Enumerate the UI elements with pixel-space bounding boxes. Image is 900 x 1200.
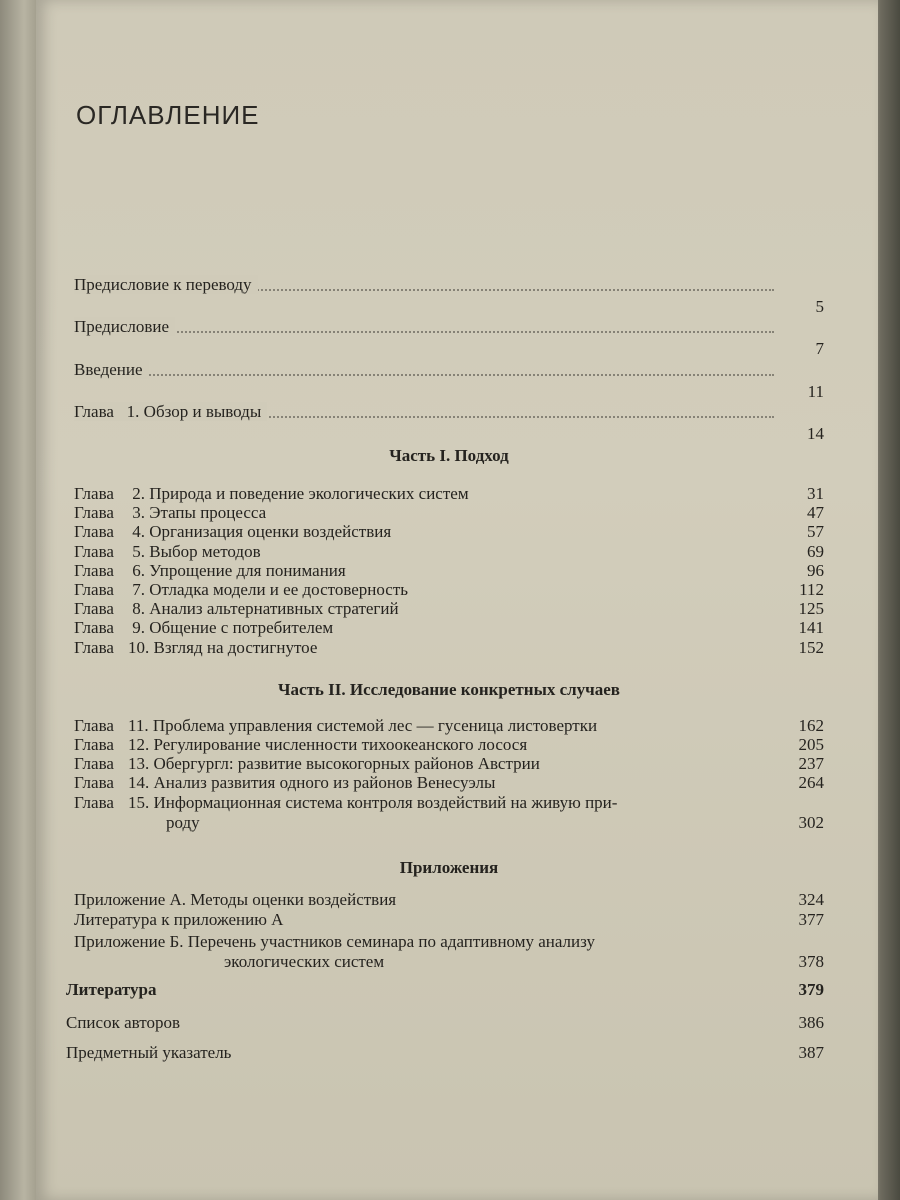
toc-entry-page: 237 bbox=[798, 754, 824, 773]
chapter-label: Глава bbox=[74, 754, 114, 773]
toc-entry-title: 3. Этапы процесса bbox=[128, 503, 267, 523]
toc-entry-title: Список авторов bbox=[66, 1013, 180, 1032]
toc-entry-title: Предисловие к переводу bbox=[74, 275, 258, 294]
toc-entry bbox=[74, 275, 824, 316]
toc-entry bbox=[74, 773, 824, 792]
toc-entry-title: Глава 1. Обзор и выводы bbox=[74, 402, 267, 421]
part-heading: Часть II. Исследование конкретных случаев bbox=[278, 680, 620, 699]
toc-entry-title: 13. Обергургл: развитие высокогорных районов Австрии bbox=[128, 754, 540, 773]
toc-entry bbox=[74, 503, 824, 522]
toc-entry-title: Приложение А. Методы оценки воздействия bbox=[74, 890, 397, 909]
toc-entry-title: 12. Регулирование численности тихоокеанского лосося bbox=[128, 735, 528, 754]
toc-entry bbox=[74, 890, 824, 909]
toc-entry-page: 379 bbox=[798, 980, 824, 999]
toc-entry-title: 4. Организация оценки воздействия bbox=[128, 522, 392, 542]
toc-entry bbox=[74, 402, 824, 443]
toc-entry-title: Предисловие bbox=[74, 317, 175, 336]
toc-entry-title: роду bbox=[166, 813, 200, 832]
toc-entry-title: 14. Анализ развития одного из районов Венесуэлы bbox=[128, 773, 496, 792]
toc-entry-page: 324 bbox=[798, 890, 824, 909]
toc-entry-page: 5 bbox=[815, 297, 824, 316]
chapter-label: Глава bbox=[74, 541, 114, 561]
toc-entry bbox=[74, 561, 824, 580]
toc-entry-page: 302 bbox=[798, 813, 824, 832]
chapter-label: Глава bbox=[74, 503, 114, 523]
chapter-label: Глава bbox=[74, 618, 114, 638]
page-title: ОГЛАВЛЕНИЕ bbox=[76, 100, 260, 130]
toc-entry-title: экологических систем bbox=[224, 952, 385, 971]
toc-entry-title: 5. Выбор методов bbox=[128, 541, 261, 561]
toc-entry bbox=[74, 793, 824, 812]
facing-page-edge bbox=[0, 0, 40, 1200]
chapter-label: Глава bbox=[74, 599, 114, 619]
appendix-heading: Приложения bbox=[399, 858, 499, 877]
toc-entry bbox=[74, 522, 824, 541]
toc-entry-page: 387 bbox=[798, 1043, 824, 1062]
toc-entry-page: 57 bbox=[807, 522, 824, 542]
toc-entry bbox=[74, 360, 824, 401]
part-heading: Часть I. Подход bbox=[389, 446, 509, 465]
toc-entry-page: 205 bbox=[798, 735, 824, 754]
toc-entry bbox=[74, 317, 824, 358]
toc-entry-page: 31 bbox=[807, 484, 824, 503]
toc-entry-page: 69 bbox=[807, 541, 824, 561]
chapter-label: Глава bbox=[74, 637, 114, 657]
toc-entry-page: 96 bbox=[807, 560, 824, 580]
toc-entry bbox=[74, 618, 824, 637]
toc-entry bbox=[74, 754, 824, 773]
toc-entry-page: 14 bbox=[807, 424, 824, 443]
toc-entry bbox=[74, 484, 824, 503]
toc-entry-page: 11 bbox=[807, 382, 824, 401]
toc-entry bbox=[74, 580, 824, 599]
chapter-label: Глава bbox=[74, 716, 114, 735]
toc-entry-page: 162 bbox=[798, 716, 824, 735]
toc-entry-title: Введение bbox=[74, 360, 149, 379]
toc-entry-title: Приложение Б. Перечень участников семинара по адаптивному анализу bbox=[74, 932, 595, 951]
toc-entry bbox=[224, 952, 824, 971]
toc-entry-page: 112 bbox=[799, 580, 824, 599]
toc-entry-page: 377 bbox=[798, 910, 824, 929]
toc-entry bbox=[166, 813, 824, 832]
contents-page bbox=[36, 0, 878, 1200]
chapter-label: Глава bbox=[74, 522, 114, 542]
toc-entry-title: 2. Природа и поведение экологических систем bbox=[128, 484, 469, 503]
toc-entry-title: 7. Отладка модели и ее достоверность bbox=[128, 580, 409, 599]
toc-entry-title: 10. Взгляд на достигнутое bbox=[128, 637, 318, 657]
chapter-label: Глава bbox=[74, 580, 114, 599]
toc-entry-title: 9. Общение с потребителем bbox=[128, 618, 334, 638]
toc-entry bbox=[74, 932, 824, 951]
toc-entry-title: Литература к приложению А bbox=[74, 910, 284, 929]
toc-entry-title: Литература bbox=[66, 980, 157, 999]
toc-entry bbox=[74, 735, 824, 754]
toc-entry-page: 125 bbox=[798, 599, 824, 619]
toc-entry-page: 386 bbox=[798, 1013, 824, 1032]
toc-entry-title: 6. Упрощение для понимания bbox=[128, 560, 346, 580]
toc-entry-page: 141 bbox=[798, 618, 824, 638]
toc-entry bbox=[74, 599, 824, 618]
toc-entry-page: 264 bbox=[798, 773, 824, 792]
toc-entry bbox=[74, 910, 824, 929]
toc-entry bbox=[74, 542, 824, 561]
toc-entry-page: 7 bbox=[815, 339, 824, 358]
toc-entry bbox=[74, 638, 824, 657]
chapter-label: Глава bbox=[74, 735, 114, 754]
toc-entry-page: 152 bbox=[798, 637, 824, 657]
toc-entry bbox=[66, 1013, 824, 1032]
toc-entry bbox=[66, 980, 824, 999]
chapter-label: Глава bbox=[74, 484, 114, 503]
toc-entry-page: 378 bbox=[798, 952, 824, 971]
toc-entry-title: 11. Проблема управления системой лес — гусеница листовертки bbox=[128, 716, 598, 735]
toc-entry-title: Предметный указатель bbox=[66, 1043, 232, 1062]
chapter-label: Глава bbox=[74, 773, 114, 792]
toc-entry-page: 47 bbox=[807, 503, 824, 523]
chapter-label: Глава bbox=[74, 793, 114, 812]
chapter-label: Глава bbox=[74, 560, 114, 580]
toc-entry bbox=[74, 716, 824, 735]
toc-entry-title: 8. Анализ альтернативных стратегий bbox=[128, 599, 399, 619]
toc-entry bbox=[66, 1043, 824, 1062]
toc-entry-title: 15. Информационная система контроля воздействий на живую при- bbox=[128, 793, 618, 812]
